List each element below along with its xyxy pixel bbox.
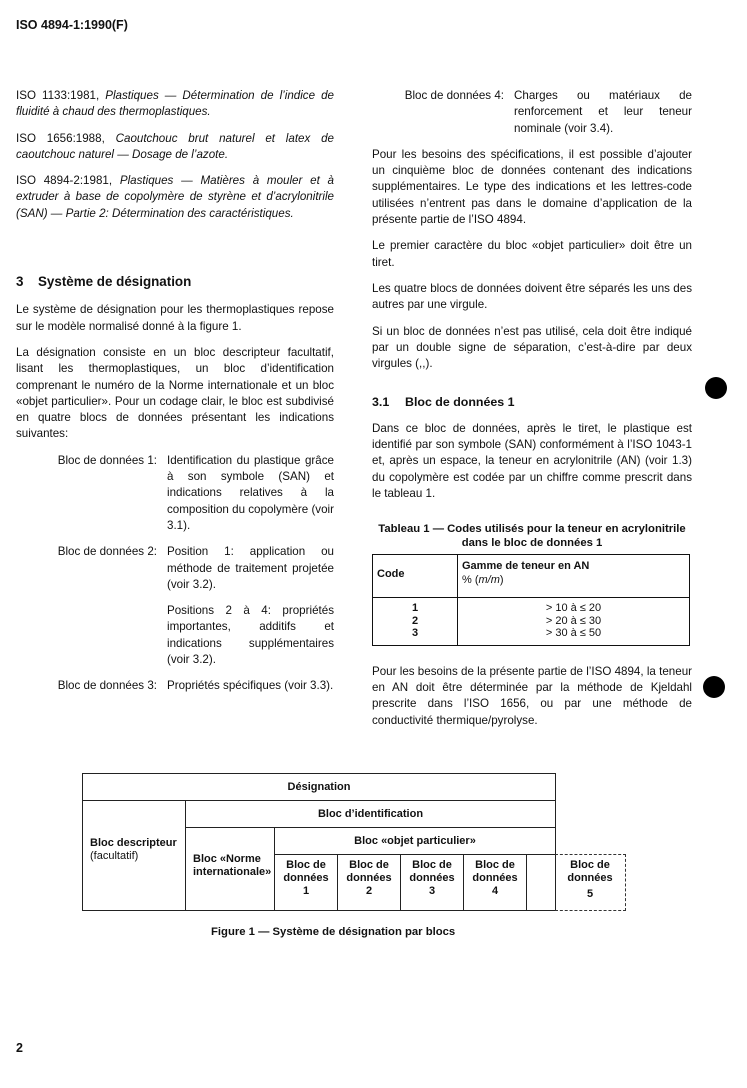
subsection-title: Bloc de données 1 <box>405 395 515 410</box>
paragraph: Les quatre blocs de données doivent être séparés les uns des autres par une virgule. <box>372 281 692 312</box>
data-block-item <box>372 88 692 137</box>
cell-range: > 20 à ≤ 30 <box>545 614 602 627</box>
section-heading <box>16 274 334 290</box>
paragraph: Le système de désignation pour les thermoplastiques repose sur le modèle normalisé donné à la figure 1. <box>16 303 334 333</box>
data-block-label: Bloc de données 1: <box>57 453 157 467</box>
data-block-text: Identification du plastique grâce à son symbole (SAN) et indications relatives à la composition du copolymère (voir 3.1). <box>167 453 334 532</box>
paragraph: Le premier caractère du bloc «objet particulier» doit être un tiret. <box>372 239 692 269</box>
reference-code: ISO 1656:1988, <box>16 131 105 145</box>
range-header-text: Gamme de teneur en AN <box>462 560 590 573</box>
block-line1: Bloc de <box>412 859 452 871</box>
data-block-label: Bloc de données 4: <box>404 89 504 102</box>
block-line2: données <box>567 872 613 884</box>
column-header-range <box>458 555 690 598</box>
punch-hole-mark <box>703 676 725 698</box>
block-number: 2 <box>365 885 373 897</box>
figure-data-block-4 <box>463 854 527 911</box>
block-line2: données <box>472 872 518 884</box>
section-number: 3 <box>16 274 24 290</box>
cell-range: > 10 à ≤ 20 <box>545 602 602 615</box>
figure-objet-cell: Bloc «objet particulier» <box>274 827 556 855</box>
range-unit-text <box>462 574 504 586</box>
cell-code: 3 <box>373 627 458 645</box>
block-line1: Bloc de <box>475 859 515 871</box>
unit-mm: m/m <box>478 574 500 587</box>
punch-hole-mark <box>705 377 727 399</box>
table-row <box>373 627 690 645</box>
document-id: ISO 4894-1:1990(F) <box>16 18 128 32</box>
paragraph: Pour les besoins des spécifications, il est possible d’ajouter un cinquième bloc de données contenant des indications supplémentaires. Le type des indications et les lettres-code utilisées n’entrent pas dans le domaine d’application de la présente partie de l’ISO 4894. <box>372 147 692 227</box>
right-column <box>372 88 692 739</box>
reference-code: ISO 1133:1981, <box>16 89 100 102</box>
reference-title: Plastiques — Matières à mouler et à extruder à base de copolymère de styrène et d’acrylonitrile (SAN) — Partie 2: Détermination des caractéristiques. <box>16 174 334 220</box>
data-block-label: Bloc de données 3: <box>57 679 157 693</box>
facultatif-label: (facultatif) <box>90 850 139 862</box>
data-block-item <box>16 453 334 534</box>
unit-prefix: % ( <box>462 574 479 587</box>
block-number: 1 <box>302 885 310 897</box>
paragraph: Dans ce bloc de données, après le tiret, le plastique est identifié par son symbole (SAN) conformément à l’ISO 1043-1 et, après un espace, la teneur en acrylonitrile (AN) (voir 1.3) du copolymère est codée par un chiffre comme prescrit dans le tableau 1. <box>372 421 692 500</box>
figure-border-filler <box>526 854 556 911</box>
data-block-description <box>167 678 334 694</box>
cell-code: 1 <box>373 598 458 615</box>
table-row <box>373 598 690 615</box>
left-column <box>16 88 334 705</box>
table-caption: Tableau 1 — Codes utilisés pour la teneur en acrylonitrile dans le bloc de données 1 <box>378 523 686 550</box>
paragraph: Pour les besoins de la présente partie de l’ISO 4894, la teneur en AN doit être déterminée par la méthode de Kjeldahl prescrite dans l’ISO 1656, ou par une méthode de conductivité thermique/pyrolyse. <box>372 664 692 727</box>
block-line2: données <box>283 872 329 884</box>
subsection-heading <box>372 394 692 410</box>
figure-designation-cell: Désignation <box>82 773 556 801</box>
reference-item <box>16 131 334 164</box>
block-line2: données <box>409 872 455 884</box>
data-block-text: Propriétés spécifiques (voir 3.3). <box>167 679 334 693</box>
reference-title: Caoutchouc brut naturel et latex de caoutchouc naturel — Dosage de l’azote. <box>16 131 334 161</box>
reference-item <box>16 173 334 222</box>
block-line1: Bloc de <box>286 859 326 871</box>
block-number: 5 <box>586 888 594 900</box>
figure-descripteur-cell <box>82 800 186 911</box>
figure-identification-cell: Bloc d’identification <box>185 800 556 828</box>
column-header-code: Code <box>373 555 458 598</box>
block-number: 4 <box>491 885 499 897</box>
data-block-description <box>514 88 692 137</box>
data-block-item <box>16 544 334 668</box>
paragraph: La désignation consiste en un bloc descripteur facultatif, lisant les thermoplastiques, un bloc d’identification comprenant le numéro de la Norme internationale et un bloc «objet particulier». Pour un codage clair, le bloc est subdivisé en quatre blocs de données présentant les indications suivantes: <box>16 345 334 441</box>
block-line1: Bloc de <box>570 859 610 871</box>
paragraph: Si un bloc de données n’est pas utilisé, cela doit être indiqué par un double signe de séparation, c’est-à-dire par deux virgules (,,). <box>372 324 692 371</box>
cell-range: > 30 à ≤ 50 <box>545 627 602 640</box>
unit-suffix: ) <box>499 574 504 587</box>
table-row <box>373 615 690 628</box>
reference-title: Plastiques — Détermination de l’indice de fluidité à chaud des thermoplastiques. <box>16 89 334 119</box>
data-block-text: Position 1: application ou méthode de traitement projetée (voir 3.2). <box>167 545 334 591</box>
section-title: Système de désignation <box>38 274 192 290</box>
figure-data-block-1 <box>274 854 338 911</box>
descripteur-label: Bloc descripteur <box>90 837 177 849</box>
block-number: 3 <box>428 885 436 897</box>
codes-table <box>372 554 690 646</box>
figure-caption: Figure 1 — Système de désignation par blocs <box>211 926 456 938</box>
data-block-text: Positions 2 à 4: propriétés importantes, additifs et indications supplémentaires (voir 3.2). <box>167 604 334 667</box>
block-line1: Bloc de <box>349 859 389 871</box>
figure-data-block-3 <box>400 854 464 911</box>
data-block-label: Bloc de données 2: <box>57 545 157 559</box>
data-block-description <box>167 453 334 534</box>
reference-code: ISO 4894-2:1981, <box>16 174 113 188</box>
data-block-text: Charges ou matériaux de renforcement et leur teneur nominale (voir 3.4). <box>514 89 692 135</box>
block-line2: données <box>346 872 392 884</box>
cell-code: 2 <box>373 615 458 628</box>
figure-norme-cell: Bloc «Norme internationale» <box>185 827 275 911</box>
data-block-description <box>167 544 334 668</box>
subsection-number: 3.1 <box>372 395 390 410</box>
figure-data-block-2 <box>337 854 401 911</box>
page-number: 2 <box>16 1041 23 1055</box>
figure-data-block-5-optional <box>555 854 626 911</box>
reference-item <box>16 88 334 121</box>
data-block-item <box>16 678 334 694</box>
table-header-row <box>373 555 690 598</box>
